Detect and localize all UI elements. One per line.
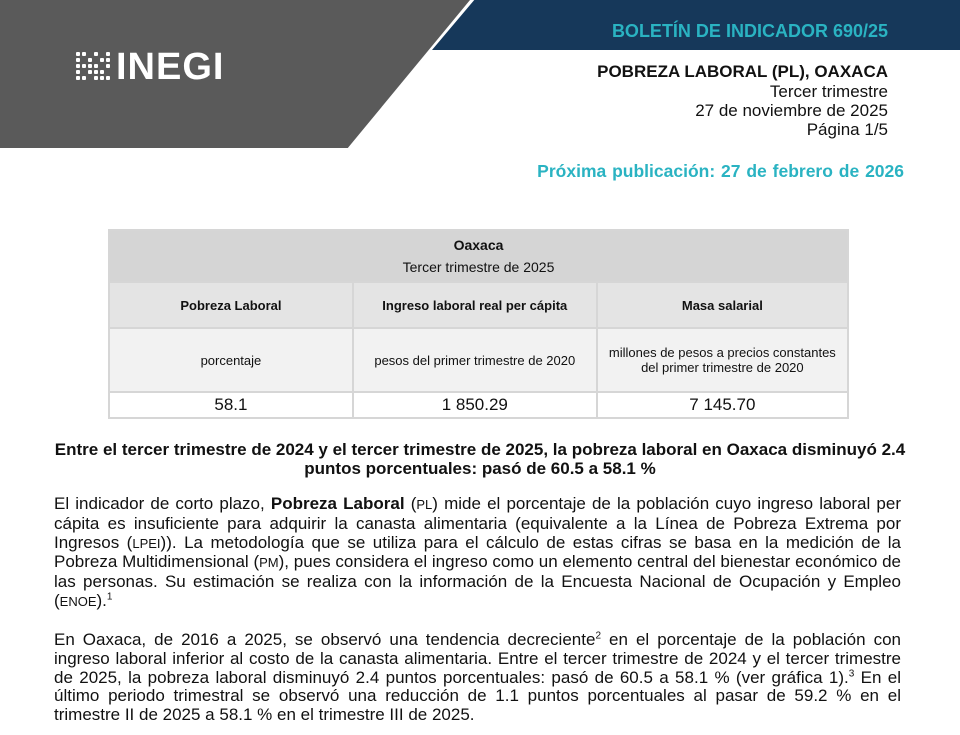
column-header-pobreza-laboral: Pobreza Laboral: [109, 282, 353, 328]
unit-masa-salarial: millones de pesos a precios constantes del primer trimestre de 2020: [597, 328, 848, 392]
paragraph-2-text: En Oaxaca, de 2016 a 2025, se observó una tendencia decreciente: [54, 630, 596, 649]
paragraph-2-text: en el porcentaje de la población con ingreso laboral inferior al costo de la canasta alimentaria. Entre el tercer trimestre de 2024 y el tercer trimestre de 2025, la pobreza laboral disminuyó 2.4 puntos porcentuales: pasó de 60.5 a 58.1 % (ver gráfica 1).: [54, 630, 901, 687]
value-masa-salarial: 7 145.70: [597, 392, 848, 418]
document-date: 27 de noviembre de 2025: [695, 101, 888, 120]
summary-table-units-row: [109, 328, 848, 392]
summary-table-header-row: [109, 230, 848, 282]
unit-pobreza-laboral: porcentaje: [109, 328, 353, 392]
paragraph-1-text: ) mide el porcentaje de la población cuyo ingreso laboral per cápita es insuficiente para adquirir la canasta alimentaria (equivalente a la Línea de Pobreza Extrema por Ingresos (: [54, 494, 901, 552]
bulletin-id: BOLETÍN DE INDICADOR 690/25: [611, 21, 888, 41]
paragraph-2: [54, 631, 901, 725]
summary-table-values-row: [109, 392, 848, 418]
next-publication: Próxima publicación: 27 de febrero de 2026: [537, 161, 904, 181]
paragraph-1-text: ).: [96, 590, 107, 610]
column-header-masa-salarial: Masa salarial: [597, 282, 848, 328]
footnote-ref-3[interactable]: 3: [848, 667, 855, 679]
document-period: Tercer trimestre: [769, 82, 888, 101]
paragraph-2-text: En el último periodo trimestral se observó una reducción de 1.1 puntos porcentuales al pasar de 59.2 % en el trimestre II de 2025 a 58.1 % en el trimestre III de 2025.: [54, 667, 901, 725]
abbr-lpei: LPEI: [132, 535, 161, 551]
headline: Entre el tercer trimestre de 2024 y el tercer trimestre de 2025, la pobreza laboral en Oaxaca disminuyó 2.4 puntos porcentuales: pasó de 60.5 a 58.1 %: [54, 440, 906, 478]
summary-table-period: Tercer trimestre de 2025: [402, 259, 555, 275]
abbr-pm: PM: [259, 555, 279, 571]
value-pobreza-laboral: 58.1: [109, 392, 353, 418]
column-header-ingreso-laboral: Ingreso laboral real per cápita: [353, 282, 597, 328]
header-gray-banner: [0, 0, 470, 148]
summary-table: [108, 229, 849, 419]
paragraph-1-text: (: [404, 494, 417, 513]
footnote-ref-2[interactable]: 2: [595, 630, 601, 642]
abbr-enoe: ENOE: [59, 593, 97, 609]
document-title: POBREZA LABORAL (PL), OAXACA: [597, 62, 888, 81]
page-number: Página 1/5: [806, 120, 888, 139]
inegi-logo-text: INEGI: [116, 46, 225, 88]
inegi-logo-dots-icon: [76, 52, 112, 82]
abbr-pl: PL: [416, 497, 433, 512]
paragraph-1-text: )). La metodología que se utiliza para el cálculo de estas cifras se basa en la medición de la Pobreza Multidimensional (: [54, 532, 901, 572]
summary-table-header: [109, 230, 848, 282]
paragraph-1-text: ), pues considera el ingreso como un elemento central del bienestar económico de las personas. Su estimación se realiza con la información de la Encuesta Nacional de Ocupación y Empleo (: [54, 552, 901, 610]
paragraph-1: [54, 495, 901, 612]
paragraph-1-text: El indicador de corto plazo,: [54, 494, 271, 513]
inegi-logo: [76, 48, 224, 86]
paragraph-1-bold-term: Pobreza Laboral: [270, 494, 405, 513]
unit-ingreso-laboral: pesos del primer trimestre de 2020: [353, 328, 597, 392]
summary-table-columns-row: [109, 282, 848, 328]
summary-table-state: Oaxaca: [453, 237, 504, 253]
footnote-ref-1[interactable]: 1: [106, 591, 113, 603]
value-ingreso-laboral: 1 850.29: [353, 392, 597, 418]
